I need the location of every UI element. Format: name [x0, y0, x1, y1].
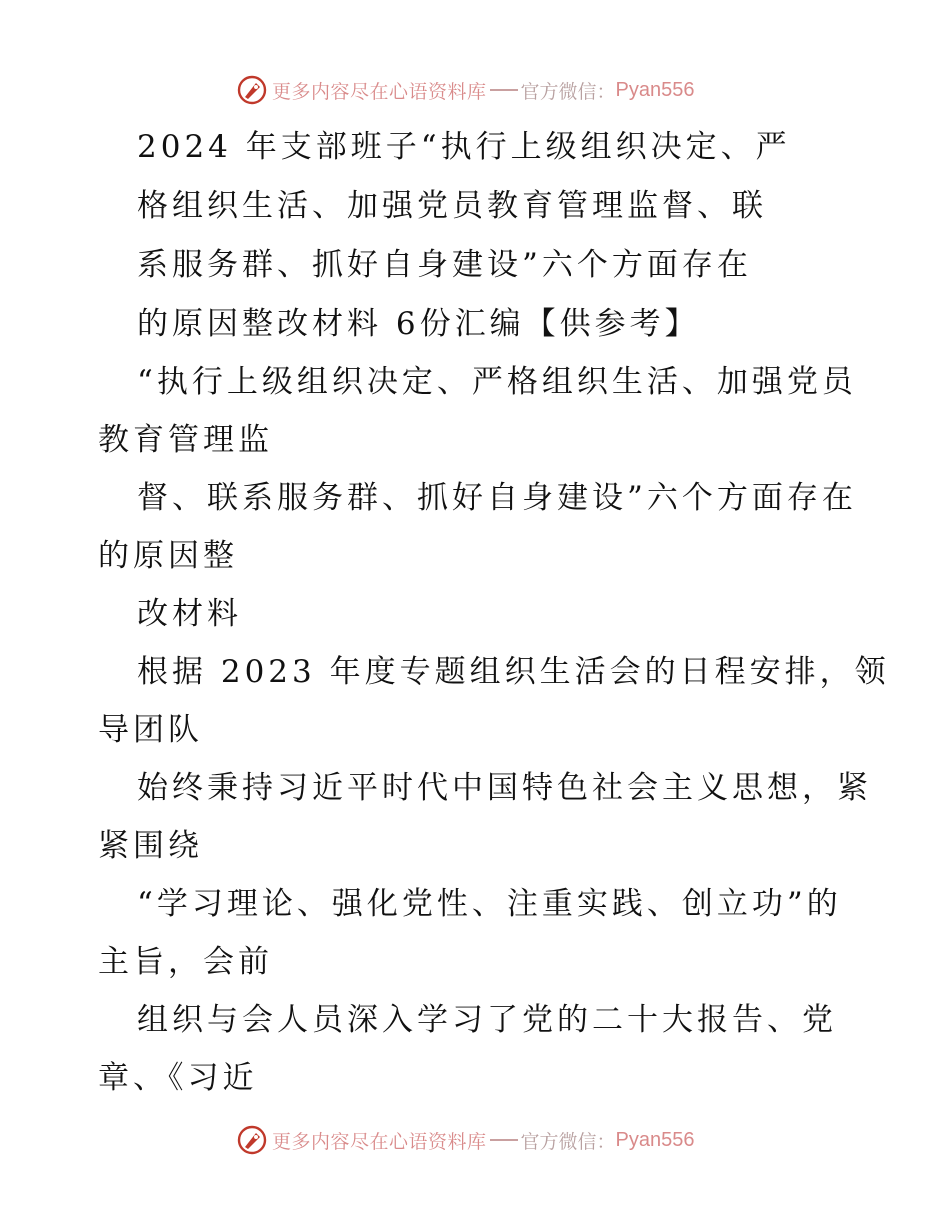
title-line-2: 格组织生活、加强党员教育管理监督、联 — [137, 188, 767, 224]
title-line-4: 的原因整改材料 6份汇编【供参考】 — [137, 306, 700, 342]
body-line-6: 根据 2023 年度专题组织生活会的日程安排，领 — [137, 654, 890, 690]
watermark-id: Pyan556 — [615, 78, 695, 101]
watermark-footer — [236, 1123, 695, 1157]
watermark-text: 更多内容尽在心语资料库 — [272, 80, 487, 103]
body-line-13: 章、《习近 — [98, 1060, 258, 1096]
pen-nib-logo-icon — [236, 1124, 268, 1156]
watermark-separator — [490, 1139, 518, 1141]
body-line-3: 督、联系服务群、抓好自身建设”六个方面存在 — [137, 480, 857, 516]
body-line-7: 导团队 — [98, 712, 203, 748]
body-line-1: “执行上级组织决定、严格组织生活、加强党员 — [137, 364, 857, 400]
body-line-11: 主旨，会前 — [98, 944, 273, 980]
body-line-4: 的原因整 — [98, 538, 238, 574]
watermark-header — [236, 73, 695, 107]
body-line-2: 教育管理监 — [98, 422, 273, 458]
title-line-1: 2024 年支部班子“执行上级组织决定、严 — [137, 129, 791, 165]
body-line-8: 始终秉持习近平时代中国特色社会主义思想，紧 — [137, 770, 872, 806]
body-line-10: “学习理论、强化党性、注重实践、创立功”的 — [137, 886, 842, 922]
watermark-text: 更多内容尽在心语资料库 — [272, 1130, 487, 1153]
body-line-5: 改材料 — [137, 596, 242, 632]
body-line-12: 组织与会人员深入学习了党的二十大报告、党 — [137, 1002, 837, 1038]
body-line-9: 紧围绕 — [98, 828, 203, 864]
watermark-id: Pyan556 — [615, 1128, 695, 1151]
watermark-label: 官方微信： — [520, 1130, 616, 1153]
watermark-separator — [490, 89, 518, 91]
title-line-3: 系服务群、抓好自身建设”六个方面存在 — [137, 247, 752, 283]
pen-nib-logo-icon — [236, 74, 268, 106]
watermark-label: 官方微信： — [520, 80, 616, 103]
